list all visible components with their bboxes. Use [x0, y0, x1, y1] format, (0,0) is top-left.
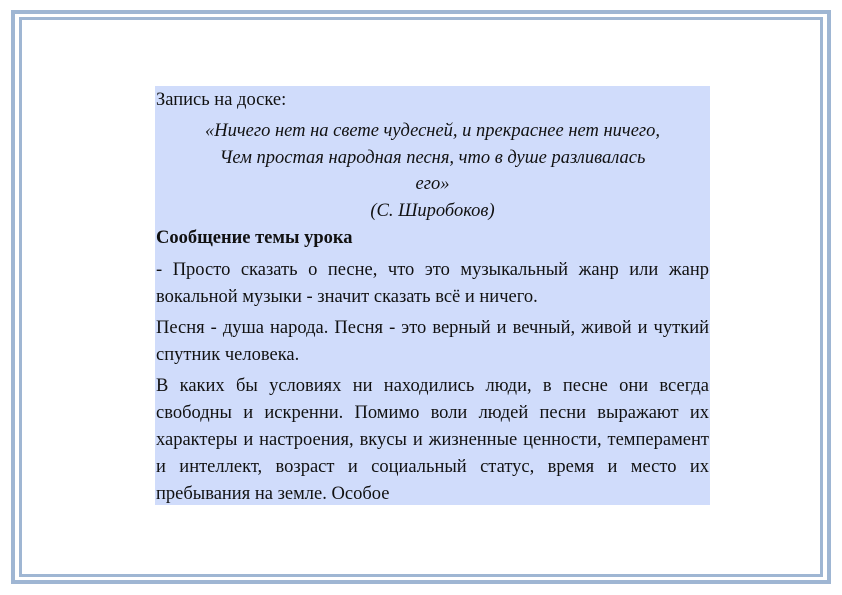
- quote-author: (С. Широбоков): [370, 200, 495, 221]
- section-title: Сообщение темы урока: [156, 227, 353, 248]
- board-label: Запись на доске:: [156, 90, 287, 110]
- paragraph: Песня - душа народа. Песня - это верный и вечный, живой и чуткий спутник человека.: [156, 317, 709, 365]
- paragraph: - Просто сказать о песне, что это музыкальный жанр или жанр вокальной музыки - значит сказать всё и ничего.: [156, 259, 709, 307]
- epigraph-quote: [155, 118, 710, 198]
- paragraph: В каких бы условиях ни находились люди, в песне они всегда свободны и искренни. Помимо воли людей песни выражают их характеры и настроения, вкусы и жизненные ценности, темперамент и интеллект, возраст и социальный статус, время и место их пребывания на земле. Особое: [156, 375, 709, 504]
- quote-line: его»: [415, 174, 450, 194]
- lesson-text-block: [155, 86, 710, 505]
- quote-line: «Ничего нет на свете чудесней, и прекраснее нет ничего,: [204, 121, 661, 141]
- quote-line: Чем простая народная песня, что в душе разливалась: [219, 147, 646, 168]
